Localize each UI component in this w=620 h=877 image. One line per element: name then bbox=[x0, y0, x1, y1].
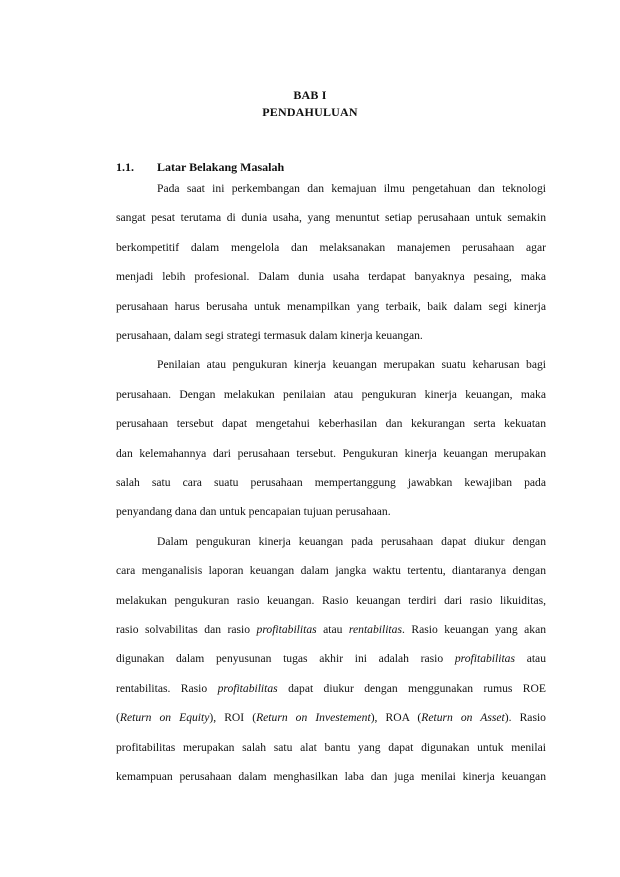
text-run: digunakan dalam penyusunan tugas akhir ini adalah rasio bbox=[116, 652, 455, 665]
paragraph-line: perusahaan harus berusaha untuk menampilkan yang terbaik, baik dalam segi kinerja bbox=[116, 300, 546, 313]
paragraph-line: sangat pesat terutama di dunia usaha, yang menuntut setiap perusahaan untuk semakin bbox=[116, 211, 546, 224]
text-run: atau bbox=[515, 652, 546, 665]
text-run: ( bbox=[116, 711, 120, 724]
paragraph-line: penyandang dana dan untuk pencapaian tujuan perusahaan. bbox=[116, 505, 391, 518]
paragraph-line bbox=[116, 711, 546, 725]
paragraph-line: berkompetitif dalam mengelola dan melaksanakan manajemen perusahaan agar bbox=[116, 241, 546, 254]
chapter-title: PENDAHULUAN bbox=[262, 105, 358, 119]
paragraph-line: profitabilitas merupakan salah satu alat bantu yang dapat digunakan untuk menilai bbox=[116, 741, 546, 754]
section-number: 1.1. bbox=[116, 160, 134, 174]
text-run: dapat diukur dengan menggunakan rumus ROE bbox=[277, 682, 546, 695]
paragraph-line: salah satu cara suatu perusahaan mempertanggung jawabkan kewajiban pada bbox=[116, 476, 546, 489]
section-title: Latar Belakang Masalah bbox=[157, 160, 285, 174]
paragraph-line bbox=[116, 623, 546, 637]
paragraph-line bbox=[116, 682, 546, 696]
text-run: ), ROA ( bbox=[370, 711, 422, 724]
text-run: rasio solvabilitas dan rasio bbox=[116, 623, 257, 636]
paragraph-line: menjadi lebih profesional. Dalam dunia usaha terdapat banyaknya pesaing, maka bbox=[116, 270, 546, 283]
paragraph-line bbox=[116, 652, 546, 666]
paragraph-line: Dalam pengukuran kinerja keuangan pada perusahaan dapat diukur dengan bbox=[157, 535, 546, 548]
italic-term: profitabilitas bbox=[454, 652, 515, 665]
italic-term: Return on Investement bbox=[256, 711, 371, 724]
paragraph-line: perusahaan tersebut dapat mengetahui keberhasilan dan kekurangan serta kekuatan bbox=[116, 417, 546, 430]
paragraph-line: cara menganalisis laporan keuangan dalam jangka waktu tertentu, diantaranya dengan bbox=[116, 564, 546, 577]
paragraph-line: perusahaan, dalam segi strategi termasuk dalam kinerja keuangan. bbox=[116, 329, 423, 342]
paragraph-line: melakukan pengukuran rasio keuangan. Rasio keuangan terdiri dari rasio likuiditas, bbox=[116, 594, 546, 607]
text-run: . Rasio keuangan yang akan bbox=[401, 623, 547, 636]
paragraph-line: perusahaan. Dengan melakukan penilaian atau pengukuran kinerja keuangan, maka bbox=[116, 388, 546, 401]
italic-term: profitabilitas bbox=[217, 682, 278, 695]
text-run: ), ROI ( bbox=[209, 711, 257, 724]
paragraph-line: Pada saat ini perkembangan dan kemajuan ilmu pengetahuan dan teknologi bbox=[157, 182, 546, 195]
italic-term: Return on Equity bbox=[119, 711, 210, 724]
paragraph-line: kemampuan perusahaan dalam menghasilkan laba dan juga menilai kinerja keuangan bbox=[116, 770, 546, 783]
italic-term: rentabilitas bbox=[348, 623, 402, 636]
italic-term: profitabilitas bbox=[256, 623, 317, 636]
text-run: ). Rasio bbox=[504, 711, 546, 724]
paragraph-line: Penilaian atau pengukuran kinerja keuangan merupakan suatu keharusan bagi bbox=[157, 358, 546, 371]
paragraph-line: dan kelemahannya dari perusahaan tersebut. Pengukuran kinerja keuangan merupakan bbox=[116, 447, 546, 460]
chapter-heading: BAB I bbox=[293, 88, 327, 102]
text-run: atau bbox=[316, 623, 349, 636]
italic-term: Return on Asset bbox=[421, 711, 505, 724]
text-run: rentabilitas. Rasio bbox=[116, 682, 218, 695]
